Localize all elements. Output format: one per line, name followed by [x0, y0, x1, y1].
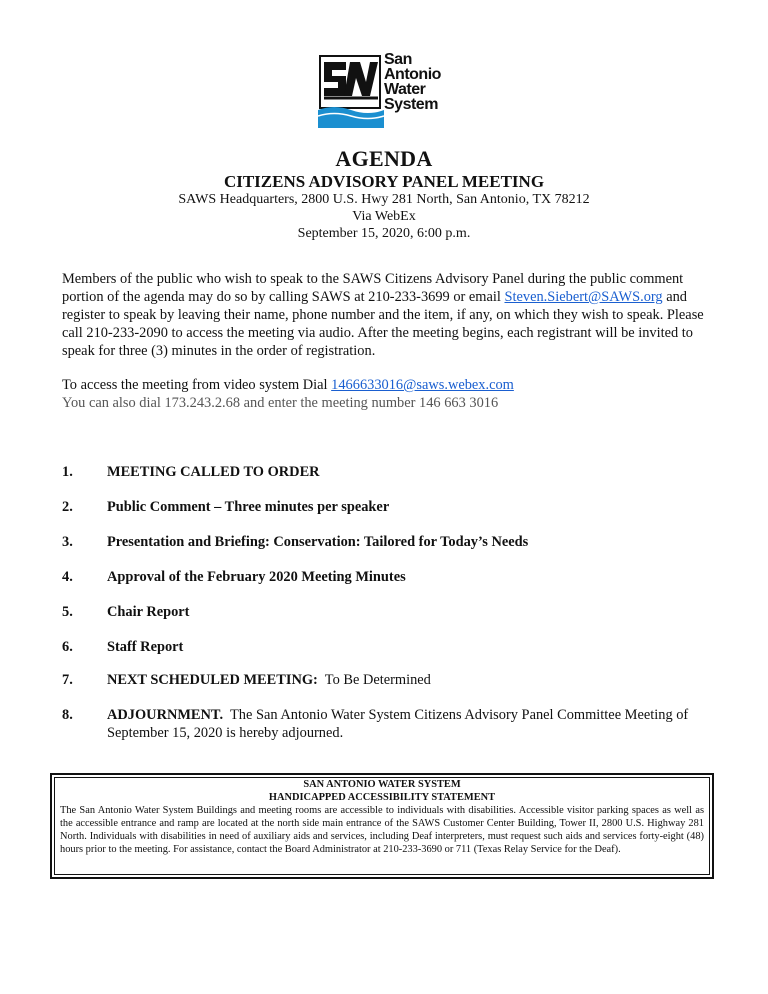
agenda-item-number: 5.: [62, 604, 73, 620]
saws-logo-wordmark: [384, 52, 441, 112]
saws-logo-mark: [318, 50, 384, 128]
statement-organization: SAN ANTONIO WATER SYSTEM: [303, 779, 461, 790]
video-access-prefix: To access the meeting from video system Dial: [62, 377, 332, 393]
agenda-title: AGENDA: [335, 146, 433, 171]
agenda-item-number: 2.: [62, 499, 73, 515]
agenda-item-title: Presentation and Briefing: Conservation: Tailored for Today’s Needs: [107, 534, 529, 550]
webex-link[interactable]: 1466633016@saws.webex.com: [331, 377, 514, 393]
intro-text-1: Members of the public who wish to speak to the SAWS Citizens Advisory Panel during the public comment portion of the agenda may do so by calling SAWS at 210-233-3699 or email: [62, 271, 684, 305]
agenda-item-number: 6.: [62, 639, 73, 655]
accessibility-statement-box: [50, 773, 714, 879]
public-comment-paragraph: [62, 270, 722, 360]
agenda-item-detail: The San Antonio Water System Citizens Advisory Panel Committee Meeting of September 15, 2020 is hereby adjourned.: [107, 707, 692, 741]
dial-access-line: You can also dial 173.243.2.68 and enter the meeting number 146 663 3016: [62, 395, 499, 411]
meeting-datetime: September 15, 2020, 6:00 p.m.: [297, 226, 471, 241]
logo-line-4: System: [384, 96, 438, 113]
meeting-via: Via WebEx: [352, 209, 416, 224]
agenda-item-number: 4.: [62, 569, 73, 585]
agenda-item-title: ADJOURNMENT.: [107, 707, 224, 723]
statement-heading: HANDICAPPED ACCESSIBILITY STATEMENT: [268, 792, 496, 803]
agenda-item-number: 3.: [62, 534, 73, 550]
statement-body: The San Antonio Water System Buildings and meeting rooms are accessible to individuals with disabilities. Accessible visitor parking spaces as well as the accessible entrance and ramp are located at the north side main entrance of the SAWS Customer Center Building, Tower II, 2800 U.S. Highway 281 North. Individuals with disabilities in need of auxiliary aids and services, including Deaf interpreters, must request such aids and services forty-eight (48) hours prior to the meeting. For assistance, contact the Board Administrator at 210-233-3690 or 711 (Texas Relay Service for the Deaf).: [60, 805, 704, 855]
agenda-item-number: 8.: [62, 707, 73, 723]
agenda-item-title: Public Comment – Three minutes per speaker: [107, 499, 390, 515]
agenda-item-title: Approval of the February 2020 Meeting Minutes: [107, 569, 406, 585]
agenda-item-number: 1.: [62, 464, 73, 480]
access-paragraph: [62, 376, 722, 412]
logo-line-3: Water: [384, 81, 426, 98]
meeting-address: SAWS Headquarters, 2800 U.S. Hwy 281 North, San Antonio, TX 78212: [178, 192, 590, 207]
agenda-item-title: Chair Report: [107, 604, 190, 620]
agenda-item-number: 7.: [62, 672, 73, 688]
agenda-item-title: NEXT SCHEDULED MEETING:: [107, 672, 318, 688]
logo-line-1: San: [384, 51, 412, 68]
email-link[interactable]: Steven.Siebert@SAWS.org: [504, 289, 663, 305]
logo-line-2: Antonio: [384, 66, 441, 83]
intro-text-2: and register to speak by leaving their name, phone number and the item, if any, on which they wish to speak. Please call 210-233-2090 to access the meeting via audio. After the meeting begins, each registrant will be invited to speak for three (3) minutes in the order of registration.: [62, 289, 704, 359]
agenda-item-title: MEETING CALLED TO ORDER: [107, 464, 320, 480]
video-access-line: [62, 376, 722, 394]
agenda-item-detail: To Be Determined: [317, 672, 431, 688]
agenda-item-title: Staff Report: [107, 639, 184, 655]
saws-logo: [318, 50, 453, 130]
meeting-title: CITIZENS ADVISORY PANEL MEETING: [223, 172, 545, 191]
